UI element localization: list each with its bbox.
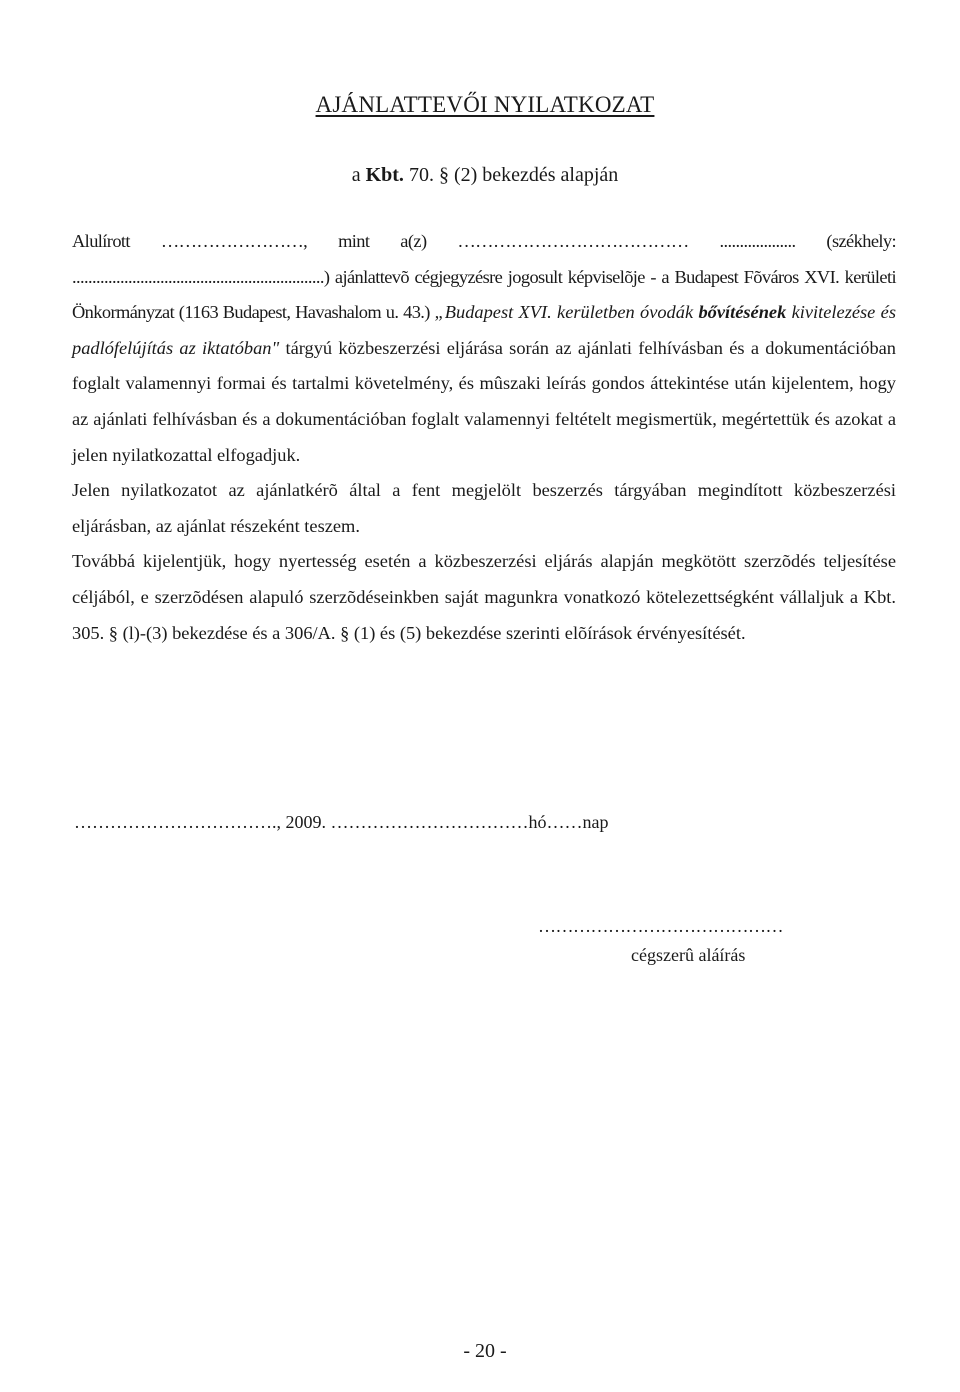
project-title-italic-2: kivitelezése és padlófelújítás az iktatóban"	[72, 302, 896, 358]
legal-basis-rest: 70. § (2) bekezdés alapján	[403, 164, 619, 186]
declaration-body	[72, 224, 896, 651]
signature-line: ……………………………………	[538, 916, 783, 936]
law-abbreviation: Kbt.	[365, 164, 404, 186]
signature-label: cégszerû aláírás	[631, 945, 746, 965]
project-title-italic-1: „Budapest XVI. kerületben óvodák	[434, 302, 699, 323]
declaration-paragraph-2: Jelen nyilatkozatot az ajánlatkérõ által a fent megjelölt beszerzés tárgyában megindított közbeszerzési eljárásban, az ajánlat részeként teszem.	[72, 480, 896, 536]
date-place-line: ……………………………., 2009. ……………………………hó……nap	[74, 812, 609, 832]
legal-basis-line	[0, 164, 960, 187]
page-number: - 20 -	[463, 1340, 507, 1362]
project-title-bold-italic: bővítésének	[698, 302, 787, 323]
declaration-paragraph-1	[72, 224, 896, 473]
declarant-details-text: Alulírott ……………………, mint a(z) ………………………………… ................... (székhely: ...............................................................) ajánlattevõ cégjegyzésre jogosult képviselõje - a Budapest Fõváros XVI. kerületi Önkormányzat (1163 Budapest, Havashalom u. 43.)	[72, 231, 896, 323]
declaration-paragraph-3: Továbbá kijelentjük, hogy nyertesség esetén a közbeszerzési eljárás alapján megkötött szerzõdés teljesítése céljából, e szerzõdésen alapuló szerzõdéseinkben saját magunkra vonatkozó kötelezettségként vállaljuk a Kbt. 305. § (l)-(3) bekezdése és a 306/A. § (1) és (5) bekezdése szerinti elõírások érvényesítését.	[72, 551, 896, 643]
legal-basis-prefix: a	[351, 164, 366, 186]
declaration-statement-text: tárgyú közbeszerzési eljárása során az ajánlati felhívásban és a dokumentációban foglalt valamennyi formai és tartalmi követelmény, és mûszaki leírás gondos áttekintése után kijelentem, hogy az ajánlati felhívásban és a dokumentációban foglalt valamennyi feltételt megismertük, megértettük és azokat a jelen nyilatkozattal elfogadjuk.	[72, 337, 897, 465]
document-title: AJÁNLATTEVŐI NYILATKOZAT	[315, 92, 655, 117]
